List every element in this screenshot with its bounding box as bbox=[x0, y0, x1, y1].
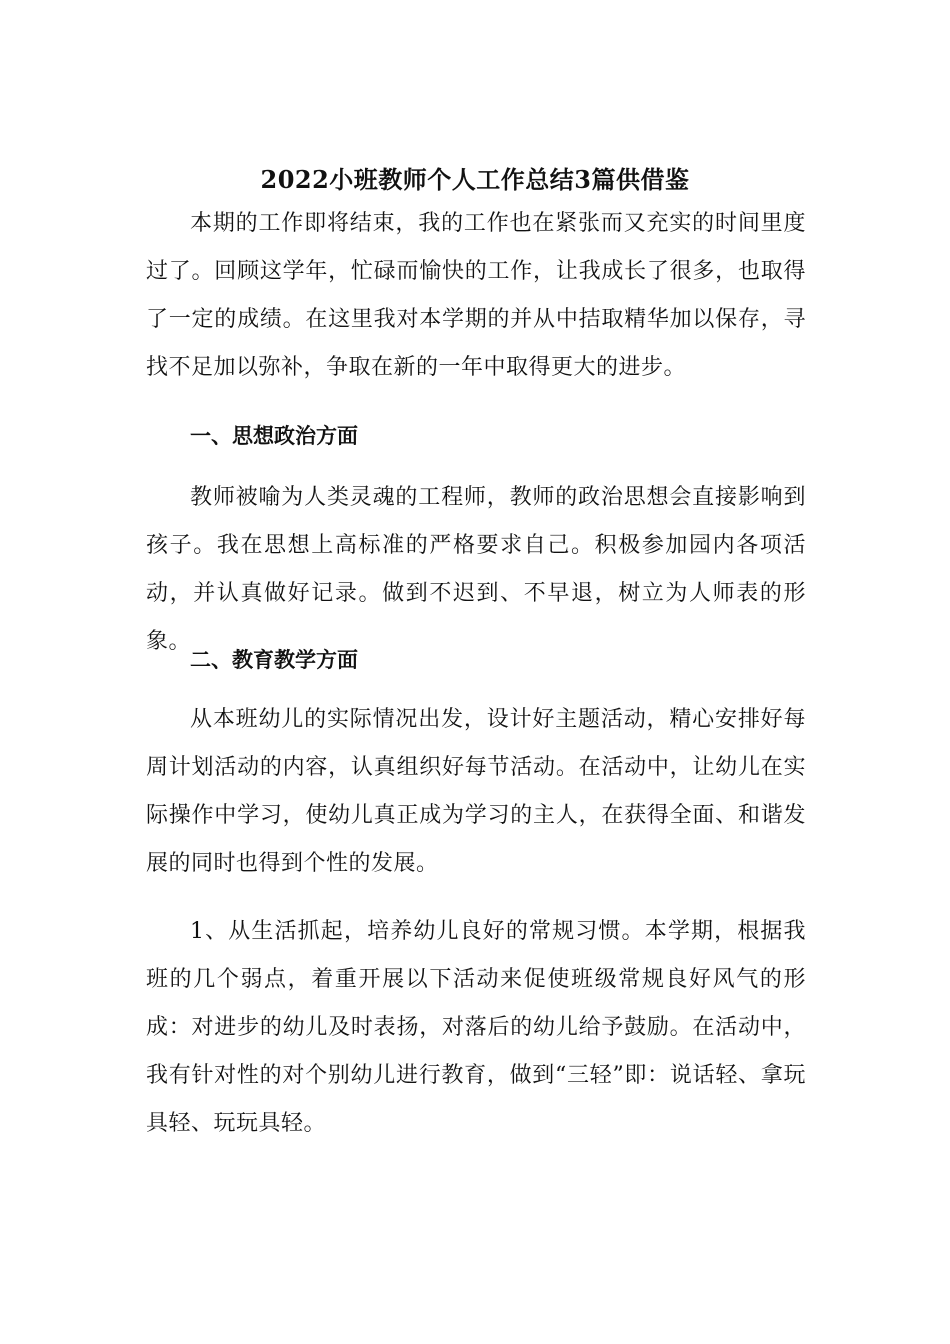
teaching-paragraph: 从本班幼儿的实际情况出发，设计好主题活动，精心安排好每周计划活动的内容，认真组织好每节活动。在活动中，让幼儿在实际操作中学习，使幼儿真正成为学习的主人，在获得全面、和谐发展的同时也得到个性的发展。 bbox=[146, 707, 806, 876]
section-heading-political: 一、思想政治方面 bbox=[190, 423, 358, 448]
section-heading-teaching: 二、教育教学方面 bbox=[190, 647, 358, 672]
political-paragraph: 教师被喻为人类灵魂的工程师，教师的政治思想会直接影响到孩子。我在思想上高标准的严格要求自己。积极参加园内各项活动，并认真做好记录。做到不迟到、不早退，树立为人师表的形象。 bbox=[146, 485, 806, 654]
intro-paragraph: 本期的工作即将结束，我的工作也在紧张而又充实的时间里度过了。回顾这学年，忙碌而愉快的工作，让我成长了很多，也取得了一定的成绩。在这里我对本学期的并从中拮取精华加以保存，寻找不足加以弥补，争取在新的一年中取得更大的进步。 bbox=[146, 211, 806, 380]
document-title: 2022小班教师个人工作总结3篇供借鉴 bbox=[260, 165, 690, 195]
teaching-item-1-paragraph: 1、从生活抓起，培养幼儿良好的常规习惯。本学期，根据我班的几个弱点，着重开展以下活动来促使班级常规良好风气的形成：对进步的幼儿及时表扬，对落后的幼儿给予鼓励。在活动中，我有针对性的对个别幼儿进行教育，做到“三轻”即：说话轻、拿玩具轻、玩玩具轻。 bbox=[146, 919, 806, 1136]
